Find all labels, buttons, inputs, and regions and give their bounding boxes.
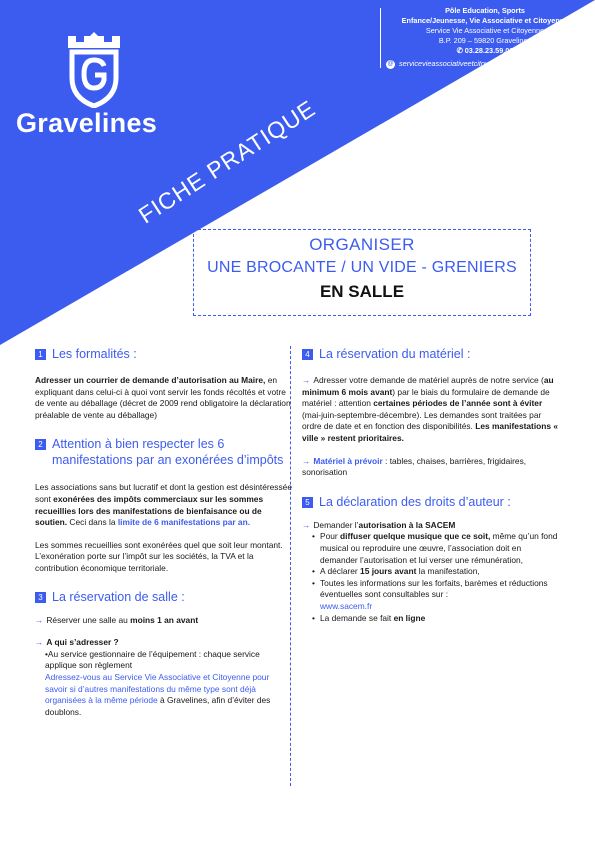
title-line-1: ORGANISER: [309, 235, 415, 254]
section-title-salle: 3 La réservation de salle :: [35, 589, 293, 605]
materiel-prevoir: → Matériel à prévoir : tables, chaises, barrières, frigidaires, sonorisation: [302, 455, 527, 478]
list-item: • Pour diffuser quelque musique que ce soit, même qu’un fond musical ou reproduire une œuvre, l’association doit en demander l’autorisation et lui verser une rémunération,: [312, 531, 560, 566]
arrow-icon: →: [35, 637, 44, 648]
title-line-2: UNE BROCANTE / UN VIDE - GRENIERS: [207, 259, 517, 276]
exoneration-text: Les associations sans but lucratif et dont la gestion est désintéressée sont exonérées des impôts commerciaux sur les sommes recueillies lors des manifestations de bienfaisance ou de soutien. Ceci dans la limite de 6 manifestations par an.: [35, 482, 292, 528]
contact-phone[interactable]: 03.28.23.59.06: [464, 46, 514, 55]
contact-separator: [380, 8, 381, 68]
sacem-demander: → Demander l’autorisation à la SACEM: [302, 519, 456, 530]
list-item: • La demande se fait en ligne: [312, 613, 560, 625]
contact-line: Enfance/Jeunesse, Vie Associative et Citoyenne: [401, 16, 569, 25]
section-title-materiel: 4 La réservation du matériel :: [302, 346, 560, 362]
salle-question: → A qui s’adresser ?: [35, 637, 119, 648]
arrow-icon: →: [302, 455, 311, 466]
contact-block: [380, 6, 590, 69]
section-title-sacem: 5 La déclaration des droits d’auteur :: [302, 494, 560, 510]
right-column: [302, 346, 560, 624]
title-line-3: EN SALLE: [319, 282, 405, 301]
section-title-exoneration: 2 Attention à bien respecter les 6 manifestations par an exonérées d’impôts: [35, 436, 293, 468]
title-box: [193, 229, 531, 316]
sacem-link[interactable]: www.sacem.fr: [320, 600, 373, 611]
section-number: 1: [35, 349, 46, 360]
left-column: [35, 346, 293, 718]
salle-bullet: •Au service gestionnaire de l’équipement : chaque service applique son règlement: [45, 648, 260, 671]
gravelines-logo-icon: [62, 28, 126, 108]
section-number: 2: [35, 439, 46, 450]
formalites-text: Adresser un courrier de demande d’autorisation au Maire, en expliquant dans celui-ci à quoi vont servir les fonds récoltés et votre de vente au déballage (décret de 2009 rend obligatoire la déclaration préalable de vente au déballage): [35, 375, 291, 420]
arrow-icon: →: [302, 519, 311, 530]
sacem-list: [302, 531, 560, 624]
email-icon: @: [387, 60, 394, 67]
exoneration-text-2: Les sommes recueillies sont exonérées quel que soit leur montant. L’exonération porte sur l’impôt sur les sociétés, la TVA et la contribution économique territoriale.: [35, 539, 283, 573]
arrow-icon: →: [35, 614, 44, 625]
fiche-pratique-label: FICHE PRATIQUE: [133, 94, 321, 229]
salle-reserver: → Réserver une salle au moins 1 an avant: [35, 614, 199, 625]
section-number: 4: [302, 349, 313, 360]
arrow-icon: →: [302, 375, 311, 385]
list-item: • A déclarer 15 jours avant la manifestation,: [312, 566, 560, 578]
contact-line: B.P. 209 – 59820 Gravelines: [438, 36, 532, 45]
contact-line: Service Vie Associative et Citoyenne: [425, 26, 545, 35]
salle-info: Adressez-vous au Service Vie Associative et Citoyenne pour savoir si d’autres manifestations du même type sont déjà organisées à la même période à Gravelines, afin d’éviter des doublons.: [45, 671, 271, 717]
brand-name: Gravelines: [16, 108, 158, 138]
materiel-text: → Adresser votre demande de matériel auprès de notre service (au minimum 6 mois avant) par le biais du formulaire de demande de matériel : attention certaines périodes de l’année sont à éviter (mai-juin-septembre-décembre). Les demandes sont traitées par ordre de date et en fonction des disponibilités. Les manifestations « ville » restent prioritaires.: [302, 375, 559, 443]
contact-email[interactable]: servicevieassociativeetcitoyenne@ville-gravelines.fr: [399, 59, 568, 68]
section-number: 5: [302, 497, 313, 508]
section-title-formalites: 1 Les formalités :: [35, 346, 293, 362]
list-item: • Toutes les informations sur les forfaits, barèmes et réductions éventuelles sont consultables sur : www.sacem.fr: [312, 578, 560, 613]
section-number: 3: [35, 592, 46, 603]
contact-line: Pôle Education, Sports: [445, 6, 525, 15]
phone-icon: ✆: [456, 46, 463, 55]
